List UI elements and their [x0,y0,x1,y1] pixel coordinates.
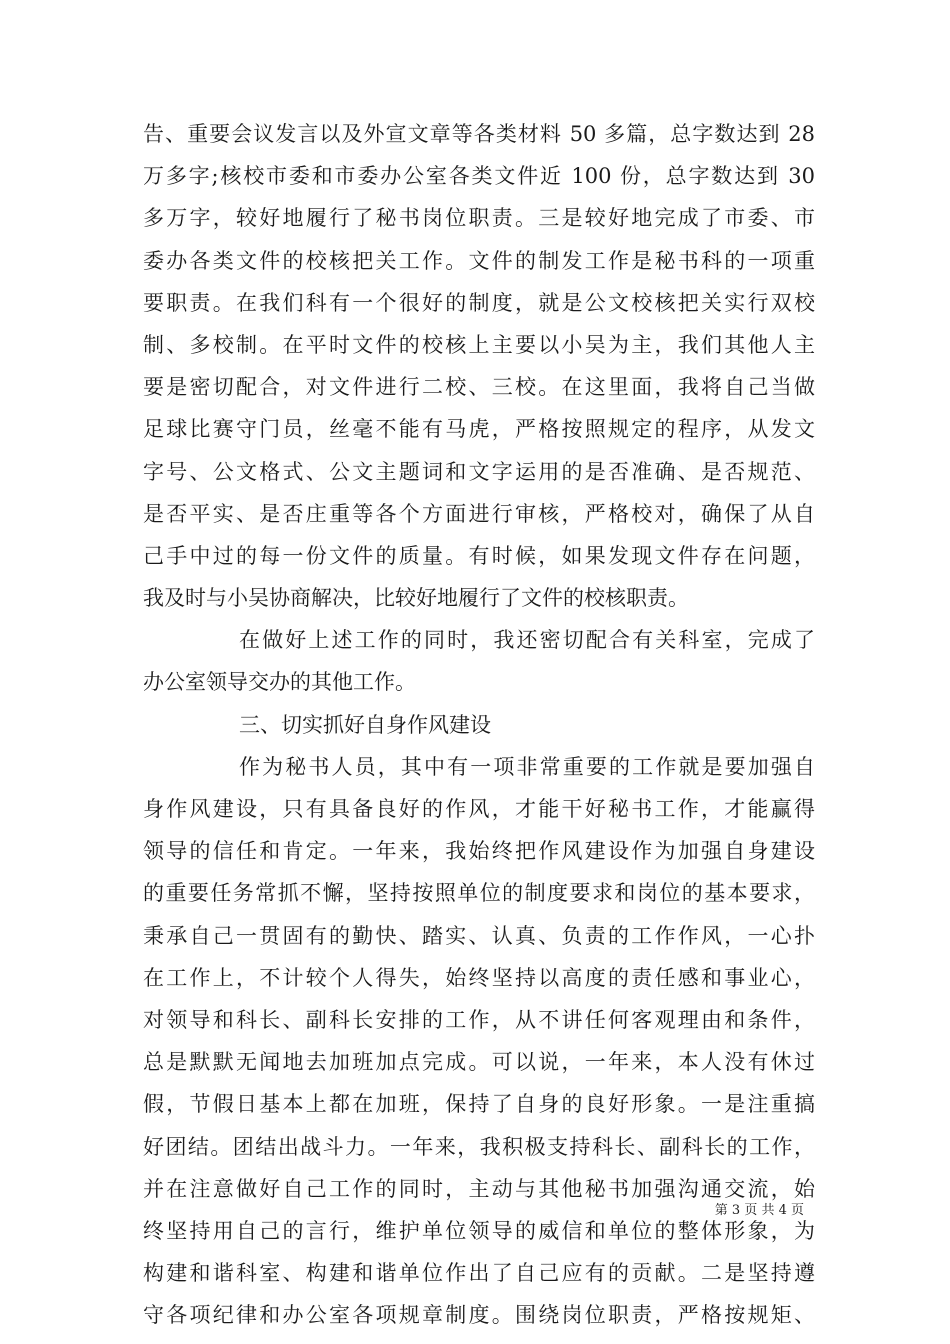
text-line-20: 秉承自己一贯固有的勤快、踏实、认真、负责的工作作风，一心扑 [143,923,815,948]
text-line-28: 构建和谐科室、构建和谐单位作出了自己应有的贡献。二是坚持遵 [143,1261,815,1286]
text-line-23: 总是默默无闻地去加班加点完成。可以说，一年来，本人没有休过 [143,1050,815,1075]
text-line-8: 足球比赛守门员，丝毫不能有马虎，严格按照规定的程序，从发文 [143,417,815,442]
paragraph-first-line: 作为秘书人员，其中有一项非常重要的工作就是要加强自 [239,754,815,779]
text-line-29: 守各项纪律和办公室各项规章制度。围绕岗位职责，严格按规矩、 [143,1303,815,1328]
text-line-25: 好团结。团结出战斗力。一年来，我积极支持科长、副科长的工作， [143,1134,815,1159]
text-line-4: 委办各类文件的校核把关工作。文件的制发工作是秘书科的一项重 [143,248,815,273]
text-line-3: 多万字，较好地履行了秘书岗位职责。三是较好地完成了市委、市 [143,206,815,231]
paragraph-first-line: 在做好上述工作的同时，我还密切配合有关科室，完成了 [239,628,815,653]
text-line-26: 并在注意做好自己工作的同时，主动与其他秘书加强沟通交流，始 [143,1176,815,1201]
text-line-11: 己手中过的每一份文件的质量。有时候，如果发现文件存在问题， [143,543,815,568]
body-text [143,113,815,1336]
text-line-14: 办公室领导交办的其他工作。 [143,670,416,695]
section-heading: 三、切实抓好自身作风建设 [239,712,491,737]
text-line-27: 终坚持用自己的言行，维护单位领导的威信和单位的整体形象，为 [143,1218,815,1243]
text-line-6: 制、多校制。在平时文件的校核上主要以小吴为主，我们其他人主 [143,332,815,357]
text-line-18: 领导的信任和肯定。一年来，我始终把作风建设作为加强自身建设 [143,839,815,864]
text-line-2: 万多字;核校市委和市委办公室各类文件近 100 份，总字数达到 30 [143,164,815,189]
text-line-21: 在工作上，不计较个人得失，始终坚持以高度的责任感和事业心， [143,965,815,990]
text-line-7: 要是密切配合，对文件进行二校、三校。在这里面，我将自己当做 [143,375,815,400]
text-line-10: 是否平实、是否庄重等各个方面进行审核，严格校对，确保了从自 [143,501,815,526]
text-line-22: 对领导和科长、副科长安排的工作，从不讲任何客观理由和条件， [143,1007,815,1032]
text-line-24: 假，节假日基本上都在加班，保持了自身的良好形象。一是注重搞 [143,1092,815,1117]
text-line-9: 字号、公文格式、公文主题词和文字运用的是否准确、是否规范、 [143,459,815,484]
page-number: 第 3 页 共 4 页 [714,1203,804,1218]
text-line-19: 的重要任务常抓不懈，坚持按照单位的制度要求和岗位的基本要求， [143,881,815,906]
text-line-1: 告、重要会议发言以及外宣文章等各类材料 50 多篇，总字数达到 28 [143,122,815,146]
text-line-12: 我及时与小吴协商解决，比较好地履行了文件的校核职责。 [143,586,689,611]
text-line-5: 要职责。在我们科有一个很好的制度，就是公文校核把关实行双校 [143,290,815,315]
text-line-17: 身作风建设，只有具备良好的作风，才能干好秘书工作，才能赢得 [143,797,815,821]
